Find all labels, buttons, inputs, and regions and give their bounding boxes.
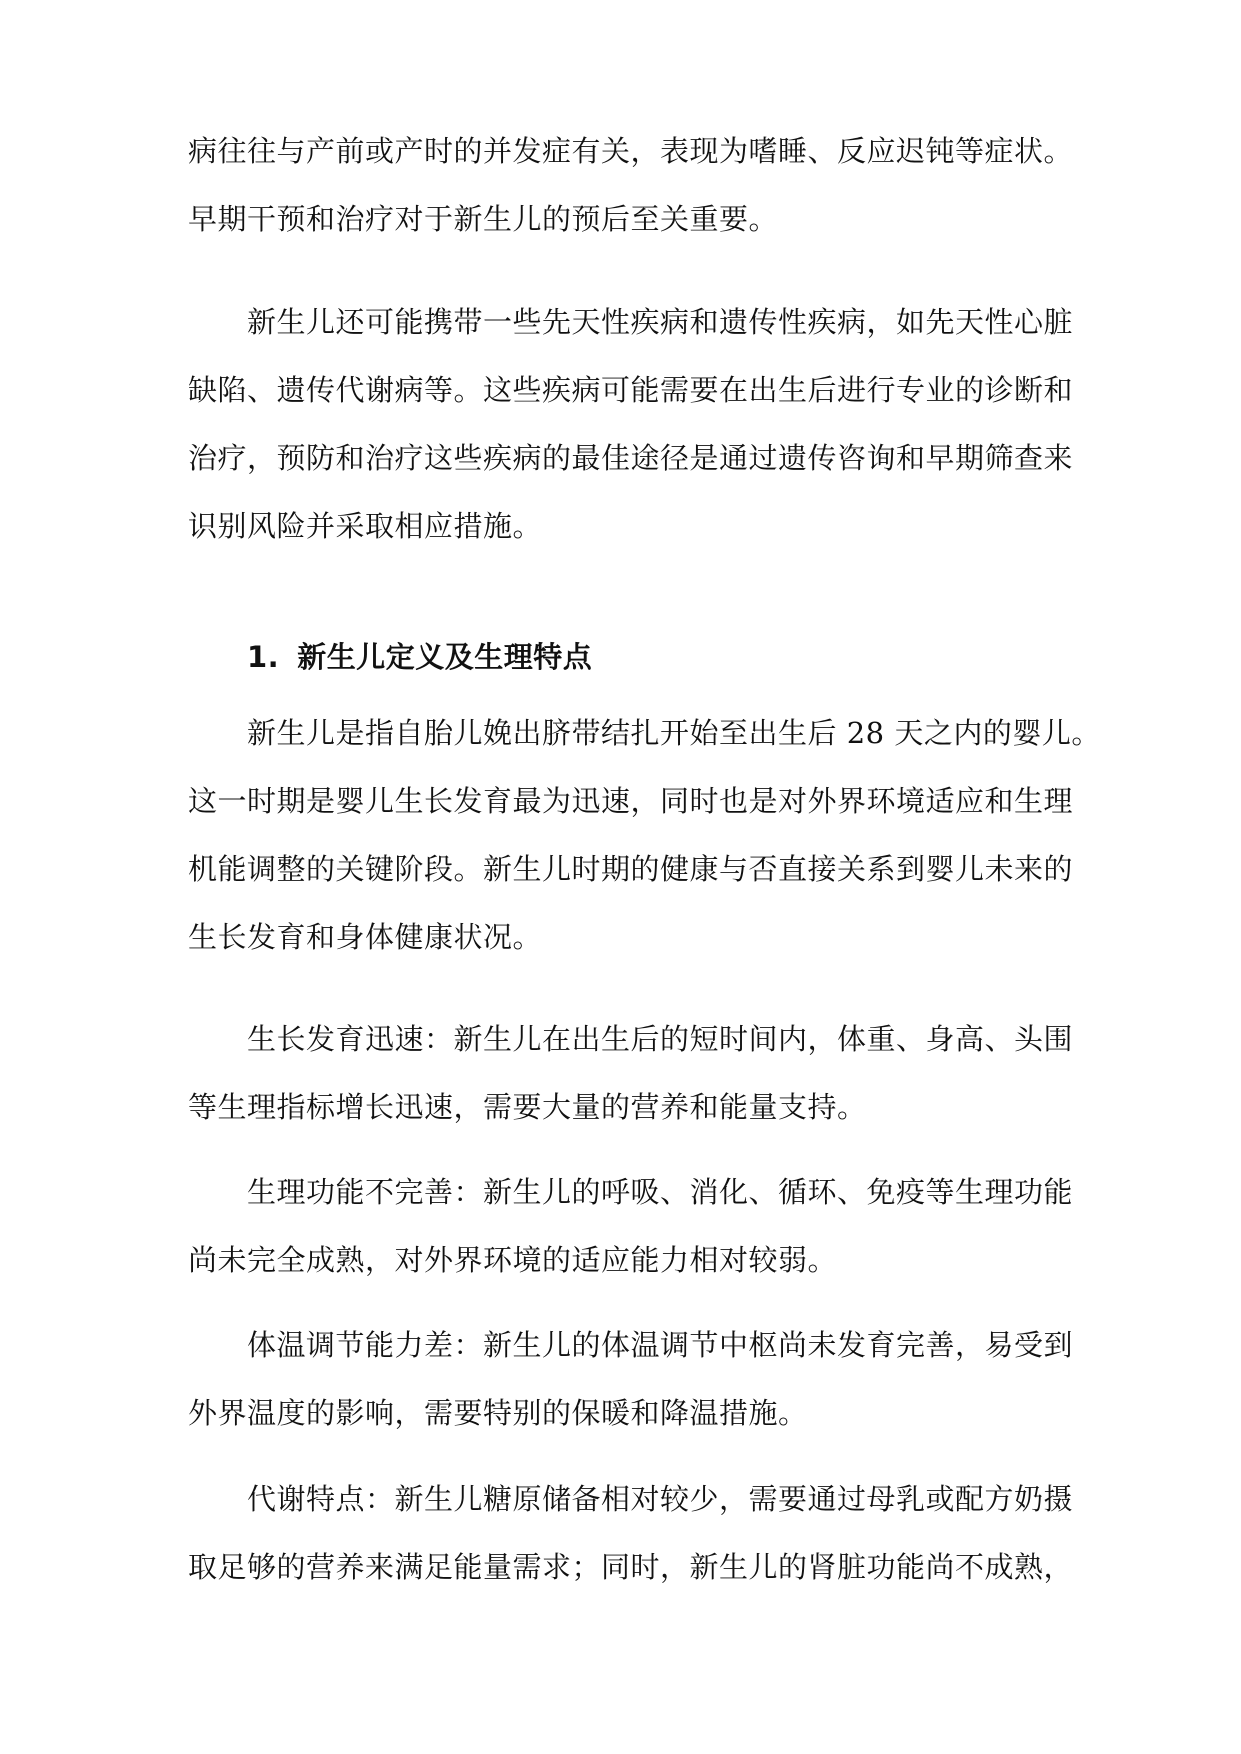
text-line: 治疗，预防和治疗这些疾病的最佳途径是通过遗传咨询和早期筛查来 <box>188 441 1074 475</box>
paragraph-first-line: 体温调节能力差：新生儿的体温调节中枢尚未发育完善，易受到 <box>247 1328 1074 1362</box>
text-line: 识别风险并采取相应措施。 <box>188 509 543 543</box>
paragraph-first-line: 生长发育迅速：新生儿在出生后的短时间内，体重、身高、头围 <box>247 1022 1074 1056</box>
text-line: 生长发育和身体健康状况。 <box>188 920 543 954</box>
paragraph-first-line: 新生儿是指自胎儿娩出脐带结扎开始至出生后 28 天之内的婴儿。 <box>247 716 1101 750</box>
text-line: 取足够的营养来满足能量需求；同时，新生儿的肾脏功能尚不成熟， <box>188 1550 1074 1584</box>
text-line: 缺陷、遗传代谢病等。这些疾病可能需要在出生后进行专业的诊断和 <box>188 373 1074 407</box>
text-line: 这一时期是婴儿生长发育最为迅速，同时也是对外界环境适应和生理 <box>188 784 1074 818</box>
section-number: 1. <box>247 640 280 674</box>
section-title: 新生儿定义及生理特点 <box>297 640 593 674</box>
text-line: 机能调整的关键阶段。新生儿时期的健康与否直接关系到婴儿未来的 <box>188 852 1074 886</box>
paragraph-first-line: 生理功能不完善：新生儿的呼吸、消化、循环、免疫等生理功能 <box>247 1175 1074 1209</box>
text-line: 外界温度的影响，需要特别的保暖和降温措施。 <box>188 1396 808 1430</box>
section-heading <box>247 637 592 677</box>
text-line: 等生理指标增长迅速，需要大量的营养和能量支持。 <box>188 1090 867 1124</box>
text-line: 尚未完全成熟，对外界环境的适应能力相对较弱。 <box>188 1243 838 1277</box>
text-line: 早期干预和治疗对于新生儿的预后至关重要。 <box>188 202 779 236</box>
text-line: 病往往与产前或产时的并发症有关，表现为嗜睡、反应迟钝等症状。 <box>188 134 1074 168</box>
paragraph-first-line: 代谢特点：新生儿糖原储备相对较少，需要通过母乳或配方奶摄 <box>247 1482 1074 1516</box>
paragraph-first-line: 新生儿还可能携带一些先天性疾病和遗传性疾病，如先天性心脏 <box>247 305 1074 339</box>
